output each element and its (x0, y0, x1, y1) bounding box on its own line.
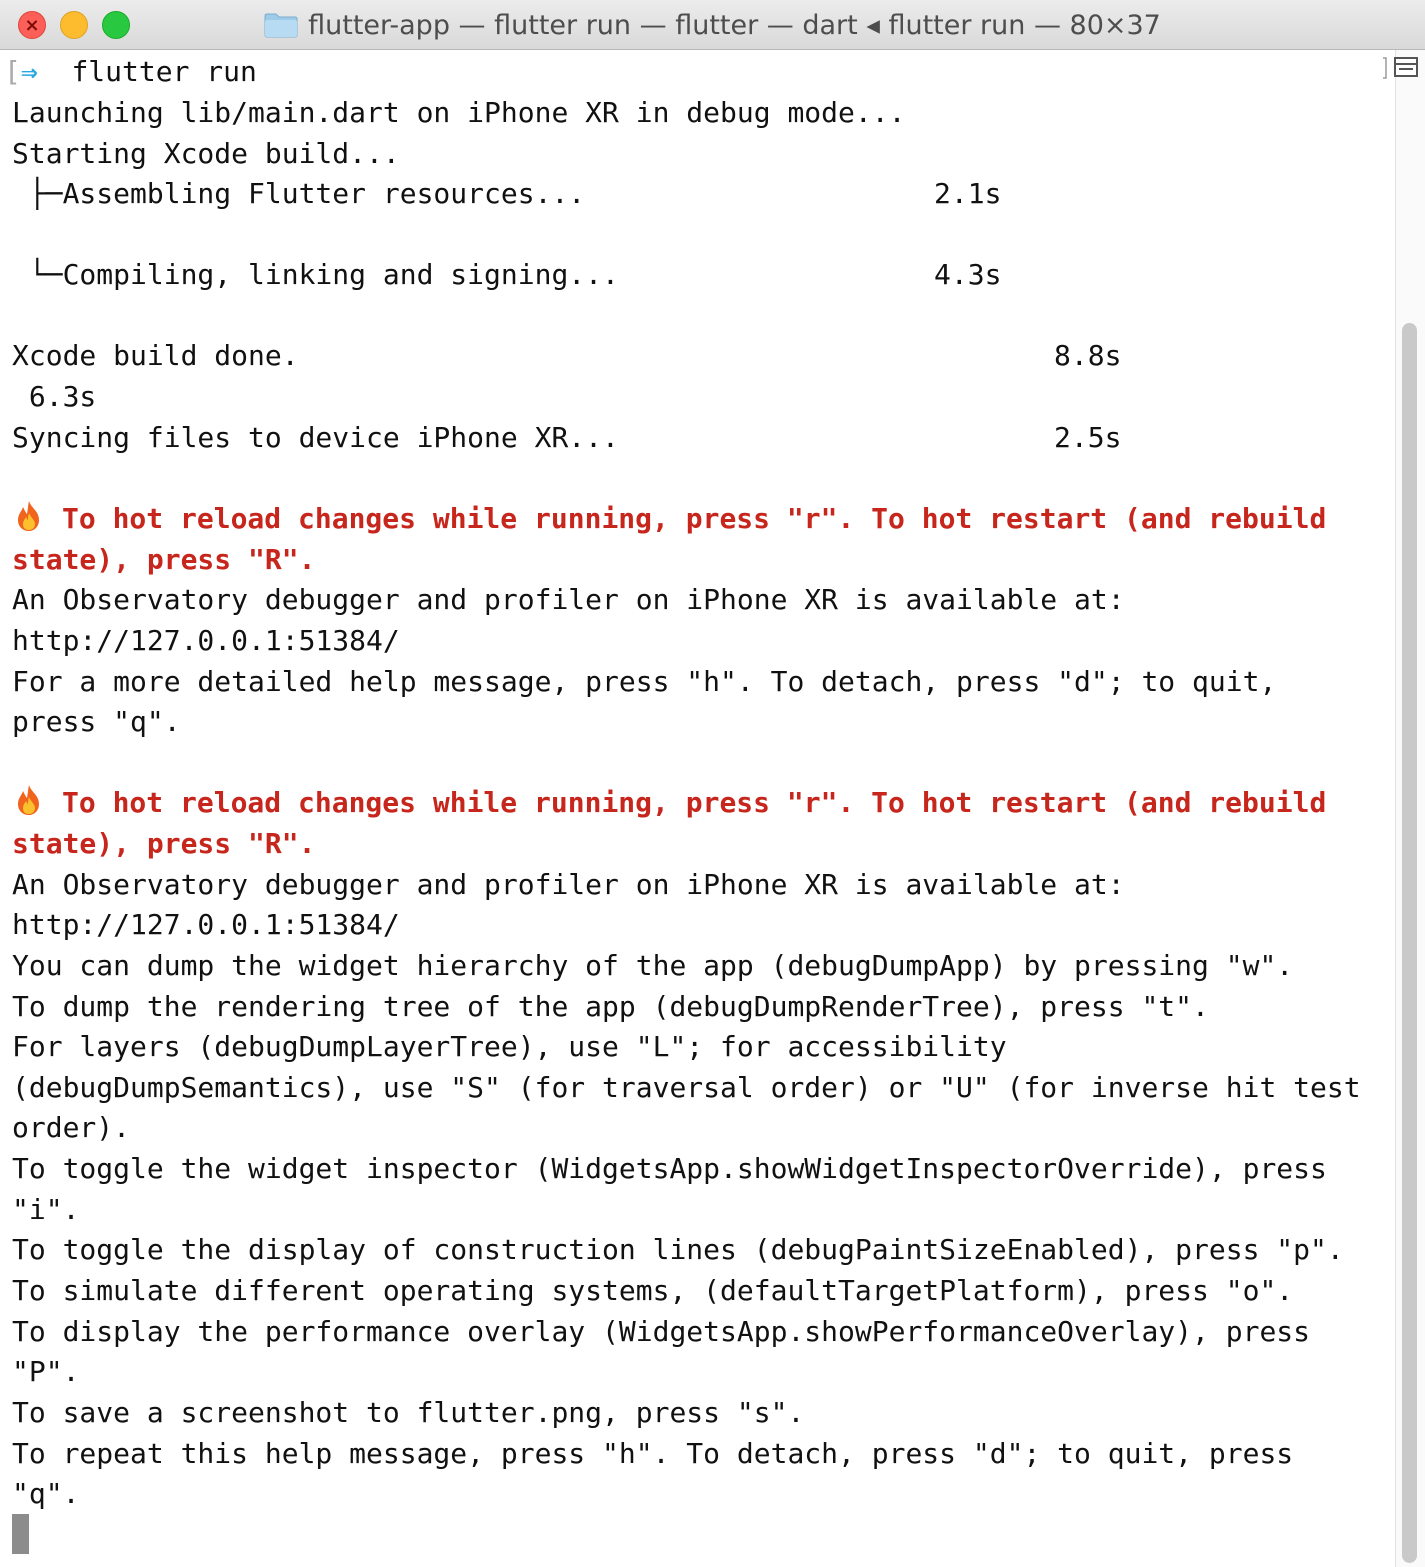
output-line: ├─Assembling Flutter resources... (12, 177, 586, 210)
scrollbar[interactable] (1395, 50, 1425, 1567)
fire-icon (12, 499, 46, 533)
output-line: To save a screenshot to flutter.png, press "s". (12, 1396, 805, 1429)
text-cursor (12, 1514, 29, 1554)
timing-value: 2.1s (934, 177, 1002, 210)
timing-value: 2.5s (1054, 421, 1122, 454)
window-title-group (0, 0, 1425, 50)
output-line: To repeat this help message, press "h". To detach, press "d"; to quit, press (12, 1437, 1294, 1470)
window-title: flutter-app — flutter run — flutter — dart ◂ flutter run — 80×37 (308, 9, 1161, 41)
output-line: order). (12, 1111, 131, 1144)
output-line: Syncing files to device iPhone XR... (12, 421, 619, 454)
output-line: You can dump the widget hierarchy of the app (debugDumpApp) by pressing "w". (12, 949, 1294, 982)
terminal-output[interactable] (0, 50, 1390, 1567)
marks-menu-icon[interactable] (1381, 55, 1425, 81)
output-line: Launching lib/main.dart on iPhone XR in debug mode... (12, 96, 906, 129)
output-line: Starting Xcode build... (12, 137, 400, 170)
output-line: To display the performance overlay (WidgetsApp.showPerformanceOverlay), press (12, 1315, 1311, 1348)
output-line: An Observatory debugger and profiler on iPhone XR is available at: (12, 868, 1125, 901)
output-line: To toggle the display of construction lines (debugPaintSizeEnabled), press "p". (12, 1233, 1344, 1266)
output-line: To dump the rendering tree of the app (debugDumpRenderTree), press "t". (12, 990, 1209, 1023)
scrollbar-thumb[interactable] (1402, 323, 1417, 1563)
hot-reload-text: To hot reload changes while running, press "r". To hot restart (and rebuild (62, 502, 1327, 535)
prompt-bracket: [ (4, 55, 21, 88)
output-line: "i". (12, 1193, 80, 1226)
output-line: To simulate different operating systems, (defaultTargetPlatform), press "o". (12, 1274, 1294, 1307)
output-line: Xcode build done. (12, 339, 299, 372)
output-line: For layers (debugDumpLayerTree), use "L"; for accessibility (12, 1030, 1007, 1063)
hot-reload-text: To hot reload changes while running, press "r". To hot restart (and rebuild (62, 786, 1327, 819)
close-icon: × (24, 14, 40, 36)
prompt-line (4, 52, 257, 92)
title-bar[interactable] (0, 0, 1425, 50)
prompt-command: flutter run (71, 55, 257, 88)
observatory-url[interactable]: http://127.0.0.1:51384/ (12, 908, 400, 941)
timing-value: 4.3s (934, 258, 1002, 291)
output-line: "q". (12, 1477, 80, 1510)
output-line: (debugDumpSemantics), use "S" (for traversal order) or "U" (for inverse hit test (12, 1071, 1361, 1104)
output-line: For a more detailed help message, press "h". To detach, press "d"; to quit, (12, 665, 1277, 698)
hot-reload-line (12, 499, 1326, 539)
hot-reload-line: state), press "R". (12, 827, 316, 860)
prompt-arrow: ⇒ (20, 55, 38, 88)
output-line: press "q". (12, 705, 181, 738)
output-line: An Observatory debugger and profiler on iPhone XR is available at: (12, 583, 1125, 616)
folder-icon (264, 12, 298, 38)
fire-icon (12, 783, 46, 817)
output-line: "P". (12, 1355, 80, 1388)
output-line: To toggle the widget inspector (WidgetsApp.showWidgetInspectorOverride), press (12, 1152, 1327, 1185)
hot-reload-line: state), press "R". (12, 543, 316, 576)
output-line: 6.3s (12, 380, 97, 413)
output-line: └─Compiling, linking and signing... (12, 258, 619, 291)
hot-reload-line (12, 783, 1326, 823)
observatory-url[interactable]: http://127.0.0.1:51384/ (12, 624, 400, 657)
timing-value: 8.8s (1054, 339, 1122, 372)
